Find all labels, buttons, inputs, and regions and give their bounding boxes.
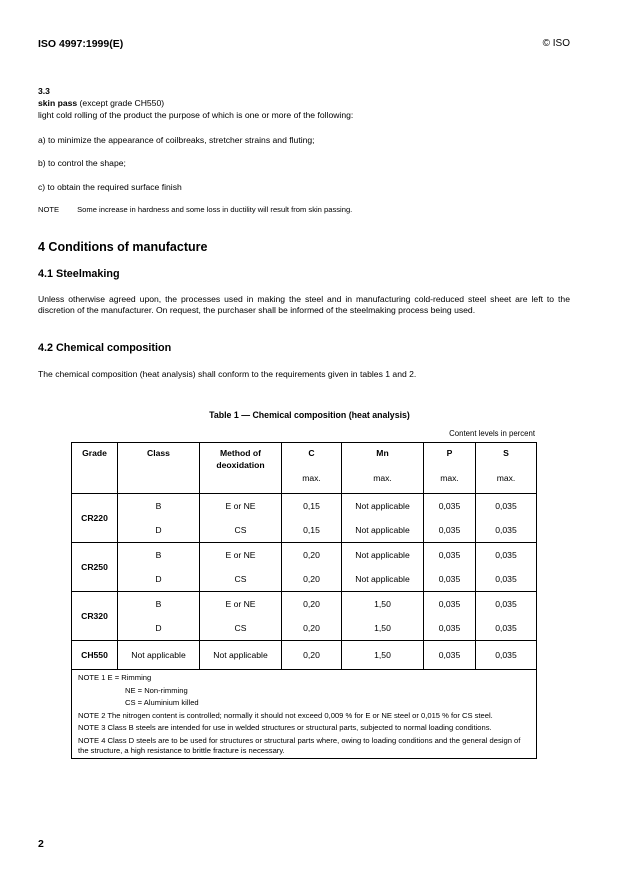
header-max: max.	[302, 473, 321, 483]
c-cell: 0,20	[282, 641, 342, 670]
method-cell: E or NE	[225, 501, 256, 511]
table-note-2: NOTE 2 The nitrogen content is controlled; normally it should not exceed 0,009 % for E or NE steel or 0,015 % for CS steel.	[78, 710, 493, 720]
method-cell: CS	[234, 525, 247, 535]
c-cell: 0,15	[303, 525, 320, 535]
c-cell: 0,15	[303, 501, 320, 511]
class-cell: D	[155, 525, 162, 535]
list-item: a) to minimize the appearance of coilbreaks, stretcher strains and fluting;	[38, 135, 315, 145]
copyright: © ISO	[542, 38, 570, 49]
s-cell: 0,035	[495, 525, 517, 535]
c-cell: 0,20	[303, 574, 320, 584]
class-cell: Not applicable	[118, 641, 200, 670]
s-cell: 0,035	[495, 623, 517, 633]
mn-cell: Not applicable	[355, 550, 410, 560]
subsection-text-4-2: The chemical composition (heat analysis) shall conform to the requirements given in tables 1 and 2.	[38, 369, 417, 379]
s-cell: 0,035	[495, 501, 517, 511]
method-cell: CS	[234, 574, 247, 584]
subsection-text-4-1: Unless otherwise agreed upon, the processes used in making the steel and in manufacturing cold-reduced steel sheet are left to the discretion of the manufacturer. On request, the purchaser shall be informed of the steelmaking process being used.	[38, 294, 570, 315]
grade-cell: CR320	[72, 592, 118, 641]
table-note-1-ne: NE = Non-rimming	[125, 685, 188, 695]
header-p: P	[446, 448, 453, 458]
s-cell: 0,035	[495, 574, 517, 584]
table-row	[72, 543, 537, 592]
header-mn: Mn	[376, 448, 389, 458]
section-title: 4 Conditions of manufacture	[38, 240, 208, 254]
subsection-title-4-1: 4.1 Steelmaking	[38, 268, 120, 280]
header-class: Class	[147, 448, 170, 458]
p-cell: 0,035	[438, 501, 461, 511]
mn-cell: 1,50	[342, 641, 424, 670]
note-label: NOTE	[38, 205, 60, 214]
table-notes-row	[72, 670, 537, 759]
method-cell: E or NE	[225, 550, 256, 560]
c-cell: 0,20	[303, 623, 320, 633]
s-cell: 0,035	[476, 641, 537, 670]
definition-note	[38, 205, 352, 214]
table-row	[72, 494, 537, 543]
s-cell: 0,035	[495, 550, 517, 560]
table-note-4: NOTE 4 Class D steels are to be used for structures or structural parts where, owing to loading conditions and the general design of the structure, a high resistance to brittle fracture is necessary.	[78, 735, 521, 755]
class-cell: B	[155, 501, 162, 511]
mn-cell: 1,50	[374, 599, 391, 609]
document-id: ISO 4997:1999(E)	[38, 38, 124, 50]
header-max: max.	[440, 473, 459, 483]
definition-text: light cold rolling of the product the purpose of which is one or more of the following:	[38, 110, 354, 120]
p-cell: 0,035	[438, 550, 461, 560]
grade-cell: CR250	[72, 543, 118, 592]
table-header-row	[72, 443, 537, 494]
c-cell: 0,20	[303, 599, 320, 609]
method-cell: E or NE	[225, 599, 256, 609]
table-units-note: Content levels in percent	[449, 429, 535, 438]
c-cell: 0,20	[303, 550, 320, 560]
page-number: 2	[38, 838, 44, 850]
p-cell: 0,035	[424, 641, 476, 670]
header-s: S	[503, 448, 509, 458]
chemical-composition-table	[71, 442, 537, 759]
definition-term-line	[38, 98, 164, 109]
class-cell: B	[155, 550, 162, 560]
header-method: Method of deoxidation	[216, 448, 265, 470]
grade-cell: CR220	[72, 494, 118, 543]
header-c: C	[308, 448, 315, 458]
list-item: b) to control the shape;	[38, 158, 126, 168]
method-cell: Not applicable	[200, 641, 282, 670]
header-max: max.	[373, 473, 392, 483]
p-cell: 0,035	[438, 574, 461, 584]
table-row	[72, 592, 537, 641]
table-note-3: NOTE 3 Class B steels are intended for use in welded structures or structural parts, subjected to normal loading conditions.	[78, 723, 492, 733]
list-item: c) to obtain the required surface finish	[38, 182, 182, 192]
note-text: Some increase in hardness and some loss in ductility will result from skin passing.	[77, 205, 353, 214]
definition-term: skin pass	[38, 98, 78, 108]
class-cell: B	[155, 599, 162, 609]
table-row	[72, 641, 537, 670]
header-max: max.	[496, 473, 516, 483]
table-note-1: NOTE 1 E = Rimming	[78, 673, 152, 682]
subsection-title-4-2: 4.2 Chemical composition	[38, 342, 172, 354]
table-title: Table 1 — Chemical composition (heat analysis)	[209, 410, 410, 420]
definition-number: 3.3	[38, 86, 50, 96]
class-cell: D	[155, 623, 162, 633]
definition-term-qualifier: (except grade CH550)	[77, 98, 165, 108]
method-cell: CS	[234, 623, 247, 633]
p-cell: 0,035	[438, 525, 461, 535]
class-cell: D	[155, 574, 162, 584]
header-grade: Grade	[82, 448, 107, 458]
table-notes	[72, 670, 537, 759]
p-cell: 0,035	[438, 623, 461, 633]
mn-cell: 1,50	[374, 623, 391, 633]
mn-cell: Not applicable	[355, 525, 410, 535]
p-cell: 0,035	[438, 599, 461, 609]
mn-cell: Not applicable	[355, 501, 410, 511]
grade-cell: CH550	[72, 641, 118, 670]
s-cell: 0,035	[495, 599, 517, 609]
mn-cell: Not applicable	[355, 574, 410, 584]
table-note-1-cs: CS = Aluminium killed	[125, 698, 199, 708]
